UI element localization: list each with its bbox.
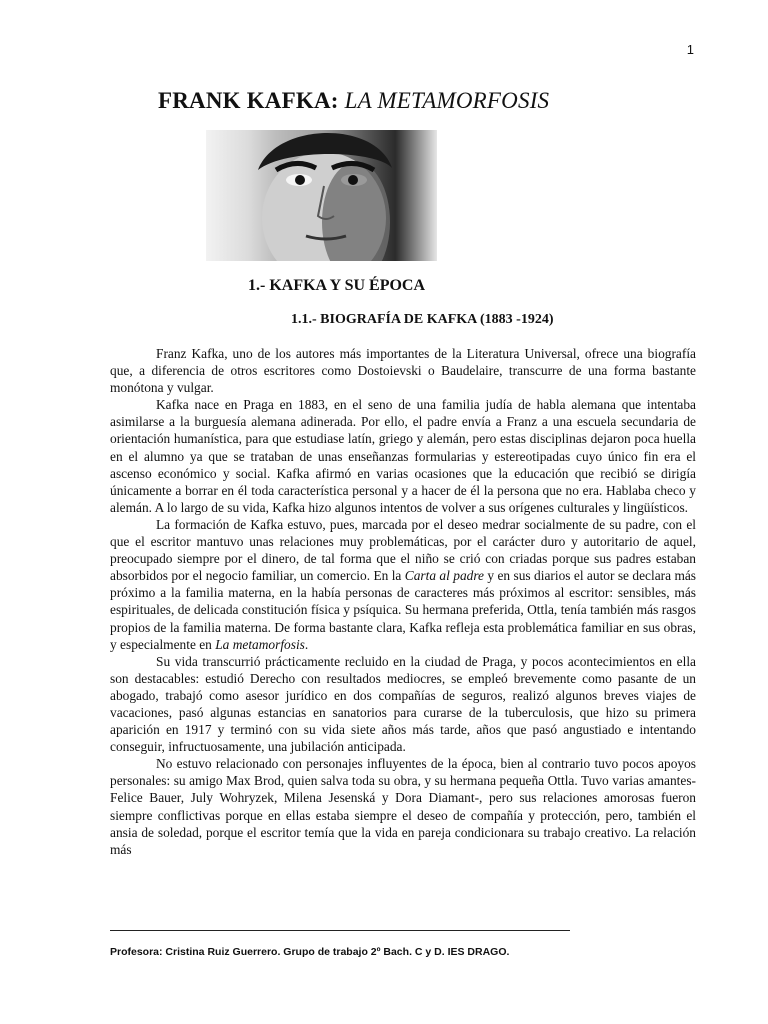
author-portrait xyxy=(206,130,437,261)
portrait-image xyxy=(206,130,437,261)
title-author: FRANK KAFKA: xyxy=(158,88,339,113)
text-run: Kafka nace en Praga en 1883, en el seno de una familia judía de habla alemana que intentaba asimilarse a la burguesía alemana adinerada. Por ello, el padre envía a Franz a una escuela secundaria de orientación humanística, para que estudiase latín, griego y alemán, pero estas disciplinas dejaron poca huella en el alumno ya que se trataban de unas enseñanzas formularias y estereotipadas cuyo único fin era el ascenso económico y social. Kafka afirmó en varias ocasiones que la educación que recibió se dirigía únicamente a borrar en él toda característica personal y a hacer de él la persona que no era. Hablaba checo y alemán. A lo largo de su vida, Kafka hizo algunos intentos de volver a sus orígenes culturales y lingüísticos. xyxy=(110,397,696,515)
page-number: 1 xyxy=(686,42,694,57)
italic-title: La metamorfosis xyxy=(215,636,305,652)
paragraph xyxy=(110,516,696,653)
text-run: Su vida transcurrió prácticamente recluido en la ciudad de Praga, y pocos acontecimientos en ella son destacables: estudió Derecho con resultados mediocres, se empleó brevemente como pasante de un abogado, trabajó como asesor jurídico en dos compañías de seguros, realizó algunos breves viajes de vacaciones, pasó algunas estancias en sanatorios para curarse de la tuberculosis, que hizo su primera aparición en 1917 y terminó con su vida siete años más tarde, años que pasó angustiado e intentando conseguir, infructuosamente, una jubilación anticipada. xyxy=(110,653,696,755)
biography-text xyxy=(110,345,696,858)
footer-divider xyxy=(110,930,570,931)
subsection-heading: 1.1.- BIOGRAFÍA DE KAFKA (1883 -1924) xyxy=(291,312,554,327)
paragraph xyxy=(110,755,696,858)
italic-title: Carta al padre xyxy=(404,568,484,584)
text-run: y en sus diarios el autor se declara más próximo a la familia materna, en la había personas de caracteres más próximos al escritor: sensibles, más espirituales, de delicada constitución física y psíquica. Su hermana preferida, Ottla, tenía también más rasgos propios de la familia materna. De forma bastante clara, Kafka refleja esta problemática familiar en sus obras, y especialmente en xyxy=(110,568,697,652)
paragraph xyxy=(110,653,696,756)
text-run: Franz Kafka, uno de los autores más importantes de la Literatura Universal, ofrece una biografía que, a diferencia de otros escritores como Dostoievski o Baudelaire, transcurre de una forma bastante monótona y vulgar. xyxy=(110,346,696,396)
page-title xyxy=(158,88,549,114)
section-heading: 1.- KAFKA Y SU ÉPOCA xyxy=(248,277,426,294)
page-footer: Profesora: Cristina Ruiz Guerrero. Grupo de trabajo 2º Bach. C y D. IES DRAGO. xyxy=(110,946,510,958)
text-run: La formación de Kafka estuvo, pues, marcada por el deseo medrar socialmente de su padre, con el que el escritor mantuvo unas relaciones muy problemáticas, por el carácter duro y autoritario de aquel, preocupado siempre por el dinero, de tal forma que el niño se crió con criadas porque sus padres estaban absorbidos por el negocio familiar, un comercio. En la xyxy=(110,516,696,584)
paragraph xyxy=(110,396,696,516)
text-run: No estuvo relacionado con personajes influyentes de la época, bien al contrario tuvo pocos apoyos personales: su amigo Max Brod, quien salva toda su obra, y su hermana pequeña Ottla. Tuvo varias amantes- Felice Bauer, July Wohryzek, Milena Jesenská y Dora Diamant-, pero sus relaciones amorosas fueron siempre conflictivas porque en ellas estaba siempre el deseo de compañía y protección, pero, también el ansia de soledad, porque el escritor temía que la vida en pareja condicionara su trabajo creativo. La relación más xyxy=(110,756,696,857)
title-work: LA METAMORFOSIS xyxy=(344,88,550,113)
text-run: . xyxy=(304,636,309,652)
paragraph xyxy=(110,345,696,396)
